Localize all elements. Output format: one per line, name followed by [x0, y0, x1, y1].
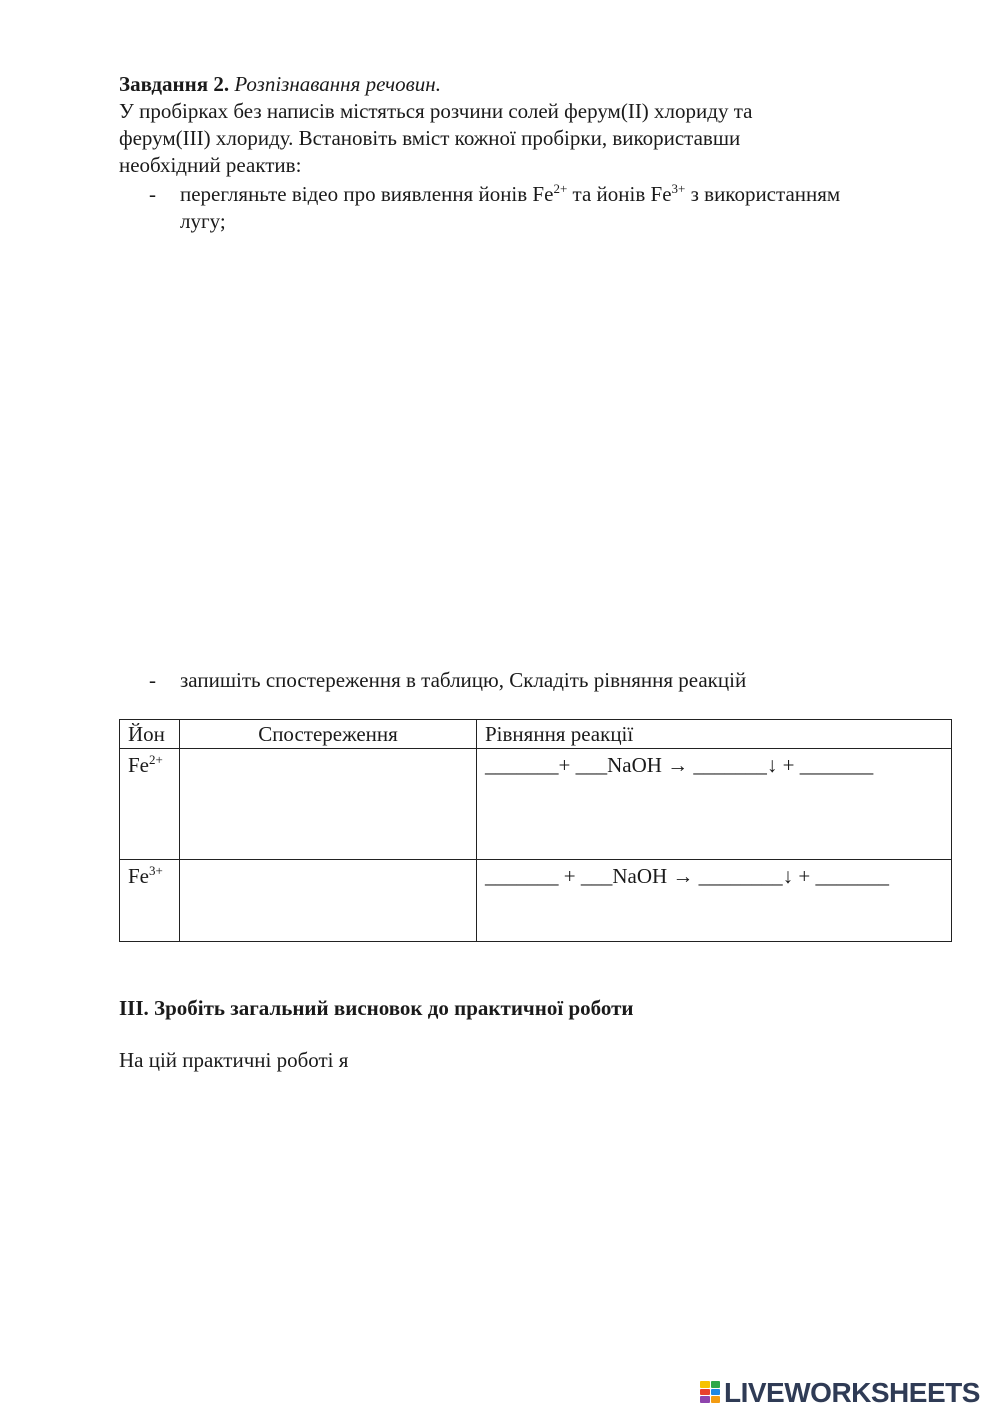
observation-table: [119, 719, 952, 942]
ion-charge: 3+: [149, 863, 163, 878]
bullet-marker-1: -: [149, 182, 156, 206]
task-heading: [119, 71, 441, 98]
table-header-row: [120, 720, 952, 749]
fe2-charge: 2+: [553, 181, 568, 196]
conclusion-text[interactable]: На цій практичні роботі я: [119, 1048, 349, 1072]
ion-cell: [120, 860, 180, 942]
header-equation: Рівняння реакції: [477, 720, 952, 749]
table-row: [120, 860, 952, 942]
table-row: [120, 749, 952, 860]
ion-symbol: Fe: [128, 864, 149, 888]
logo-text: LIVEWORKSHEETS: [724, 1376, 980, 1408]
equation-cell[interactable]: _______+ ___NaOH → _______↓ + _______: [477, 749, 952, 860]
ion-charge: 2+: [149, 752, 163, 767]
bullet1-text-a: перегляньте відео про виявлення йонів Fe: [180, 182, 554, 206]
equation-cell[interactable]: _______ + ___NaOH → ________↓ + _______: [477, 860, 952, 942]
task-intro-line-1: У пробірках без написів містяться розчини солей ферум(ІІ) хлориду та: [119, 99, 753, 123]
bullet-marker-2: -: [149, 668, 156, 692]
observation-cell[interactable]: [180, 749, 477, 860]
header-observation: Спостереження: [180, 720, 477, 749]
bullet-item-video: [180, 181, 840, 208]
fe3-charge: 3+: [671, 181, 686, 196]
task-intro-line-3: необхідний реактив:: [119, 153, 302, 177]
liveworksheets-logo: [700, 1374, 980, 1410]
bullet1-text-c: з використанням: [685, 182, 841, 206]
observation-cell[interactable]: [180, 860, 477, 942]
task-intro-line-2: ферум(ІІІ) хлориду. Встановіть вміст кожної пробірки, використавши: [119, 126, 741, 150]
header-ion: Йон: [120, 720, 180, 749]
bullet1-text-b: та йонів Fe: [567, 182, 672, 206]
bullet-item-video-line-2: лугу;: [180, 209, 226, 233]
conclusion-heading: ІІІ. Зробіть загальний висновок до практичної роботи: [119, 996, 634, 1020]
logo-mark-icon: [700, 1381, 720, 1403]
ion-symbol: Fe: [128, 753, 149, 777]
ion-cell: [120, 749, 180, 860]
task-heading-title: Розпізнавання речовин.: [234, 72, 441, 96]
bullet-item-table: запишіть спостереження в таблицю, Складіть рівняння реакцій: [180, 668, 747, 692]
task-heading-number: Завдання 2.: [119, 72, 230, 96]
